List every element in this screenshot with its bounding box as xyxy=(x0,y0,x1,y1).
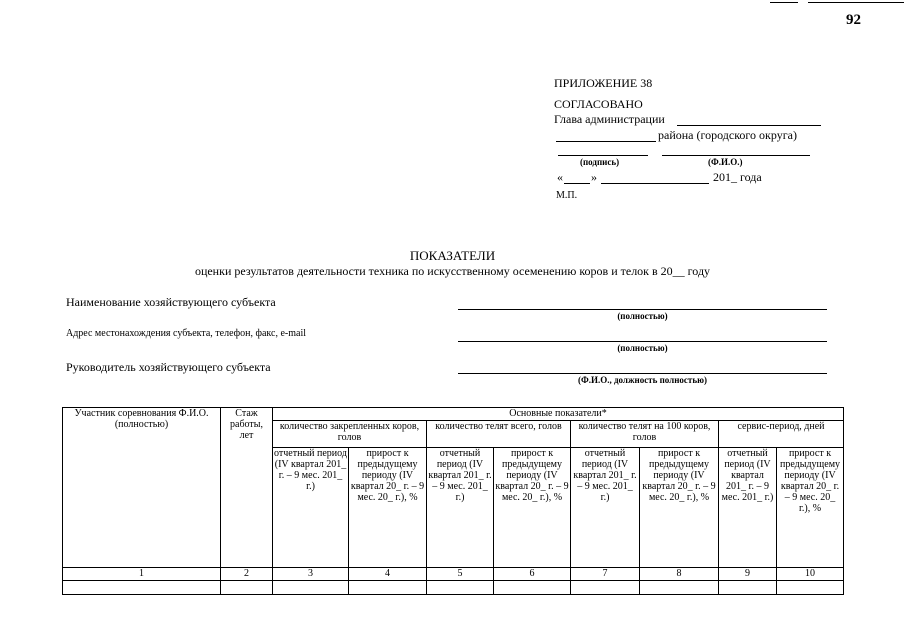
column-number: 2 xyxy=(221,568,273,581)
fixed-cows-group-header: количество закрепленных коров, голов xyxy=(273,421,427,448)
signature-line xyxy=(558,155,648,156)
calves-total-group-header: количество телят всего, голов xyxy=(427,421,571,448)
table-cell xyxy=(494,581,571,595)
growth-header: прирост к предыдущему периоду (IV квартал 20_ г. – 9 мес. 20_ г.), % xyxy=(777,448,844,568)
fio-caption: (Ф.И.О.) xyxy=(708,157,743,167)
top-rule-left xyxy=(770,2,798,3)
document-heading: ПОКАЗАТЕЛИ xyxy=(409,248,496,263)
district-name-line xyxy=(556,141,656,142)
indicators-table xyxy=(62,407,844,595)
table-cell xyxy=(349,581,427,595)
date-quote-open: « xyxy=(557,170,563,184)
column-number: 1 xyxy=(63,568,221,581)
experience-header: Стаж работы, лет xyxy=(221,408,273,568)
date-quote-close: » xyxy=(591,170,597,184)
table-cell xyxy=(777,581,844,595)
org-address-label: Адрес местонахождения субъекта, телефон, факс, e-mail xyxy=(66,328,307,339)
column-number-row xyxy=(63,568,844,581)
org-address-line xyxy=(458,341,827,342)
column-number: 8 xyxy=(640,568,719,581)
date-day-line xyxy=(564,183,590,184)
org-address-caption: (полностью) xyxy=(617,343,668,353)
column-number: 10 xyxy=(777,568,844,581)
agreed-label: СОГЛАСОВАНО xyxy=(554,97,643,111)
participant-header: Участник соревнования Ф.И.О. (полностью) xyxy=(63,408,221,568)
reporting-period-header: отчетный период (IV квартал 201_ г. – 9 мес. 201_ г.) xyxy=(571,448,640,568)
org-name-caption: (полностью) xyxy=(617,311,668,321)
column-number: 6 xyxy=(494,568,571,581)
calves-per-100-group-header: количество телят на 100 коров, голов xyxy=(571,421,719,448)
table-cell xyxy=(273,581,349,595)
table-cell xyxy=(640,581,719,595)
growth-header: прирост к предыдущему периоду (IV квартал 20_ г. – 9 мес. 20_ г.), % xyxy=(640,448,719,568)
table-row xyxy=(63,581,844,595)
service-period-group-header: сервис-период, дней xyxy=(719,421,844,448)
head-of-administration-label: Глава администрации xyxy=(554,112,665,126)
org-name-line xyxy=(458,309,827,310)
table-cell xyxy=(427,581,494,595)
growth-header: прирост к предыдущему периоду (IV квартал 20_ г. – 9 мес. 20_ г.), % xyxy=(349,448,427,568)
page-number: 92 xyxy=(846,12,861,28)
document-subheading: оценки результатов деятельности техника по искусственному осеменению коров и телок в 20__ году xyxy=(194,264,711,278)
signature-caption: (подпись) xyxy=(580,157,620,167)
reporting-period-header: отчетный период (IV квартал 201_ г. – 9 мес. 201_ г.) xyxy=(719,448,777,568)
seal-label: М.П. xyxy=(556,190,578,201)
date-year: 201_ года xyxy=(713,170,762,184)
fio-line xyxy=(662,155,810,156)
growth-header: прирост к предыдущему периоду (IV квартал 20_ г. – 9 мес. 20_ г.), % xyxy=(494,448,571,568)
reporting-period-header: отчетный период (IV квартал 201_ г. – 9 мес. 201_ г.) xyxy=(427,448,494,568)
column-number: 7 xyxy=(571,568,640,581)
district-label: района (городского округа) xyxy=(658,128,797,142)
org-head-caption: (Ф.И.О., должность полностью) xyxy=(578,375,707,385)
date-month-line xyxy=(601,183,709,184)
column-number: 5 xyxy=(427,568,494,581)
main-indicators-header: Основные показатели* xyxy=(273,408,844,421)
reporting-period-header: отчетный период (IV квартал 201_ г. – 9 мес. 201_ г.) xyxy=(273,448,349,568)
table-cell xyxy=(63,581,221,595)
table-cell xyxy=(719,581,777,595)
header-row-main xyxy=(63,408,844,421)
table-cell xyxy=(571,581,640,595)
org-name-label: Наименование хозяйствующего субъекта xyxy=(66,295,276,309)
org-head-line xyxy=(458,373,827,374)
column-number: 4 xyxy=(349,568,427,581)
org-head-label: Руководитель хозяйствующего субъекта xyxy=(66,360,271,374)
head-signature-line xyxy=(677,125,821,126)
column-number: 3 xyxy=(273,568,349,581)
column-number: 9 xyxy=(719,568,777,581)
table-cell xyxy=(221,581,273,595)
appendix-label: ПРИЛОЖЕНИЕ 38 xyxy=(554,76,653,90)
top-rule-right xyxy=(808,2,904,3)
